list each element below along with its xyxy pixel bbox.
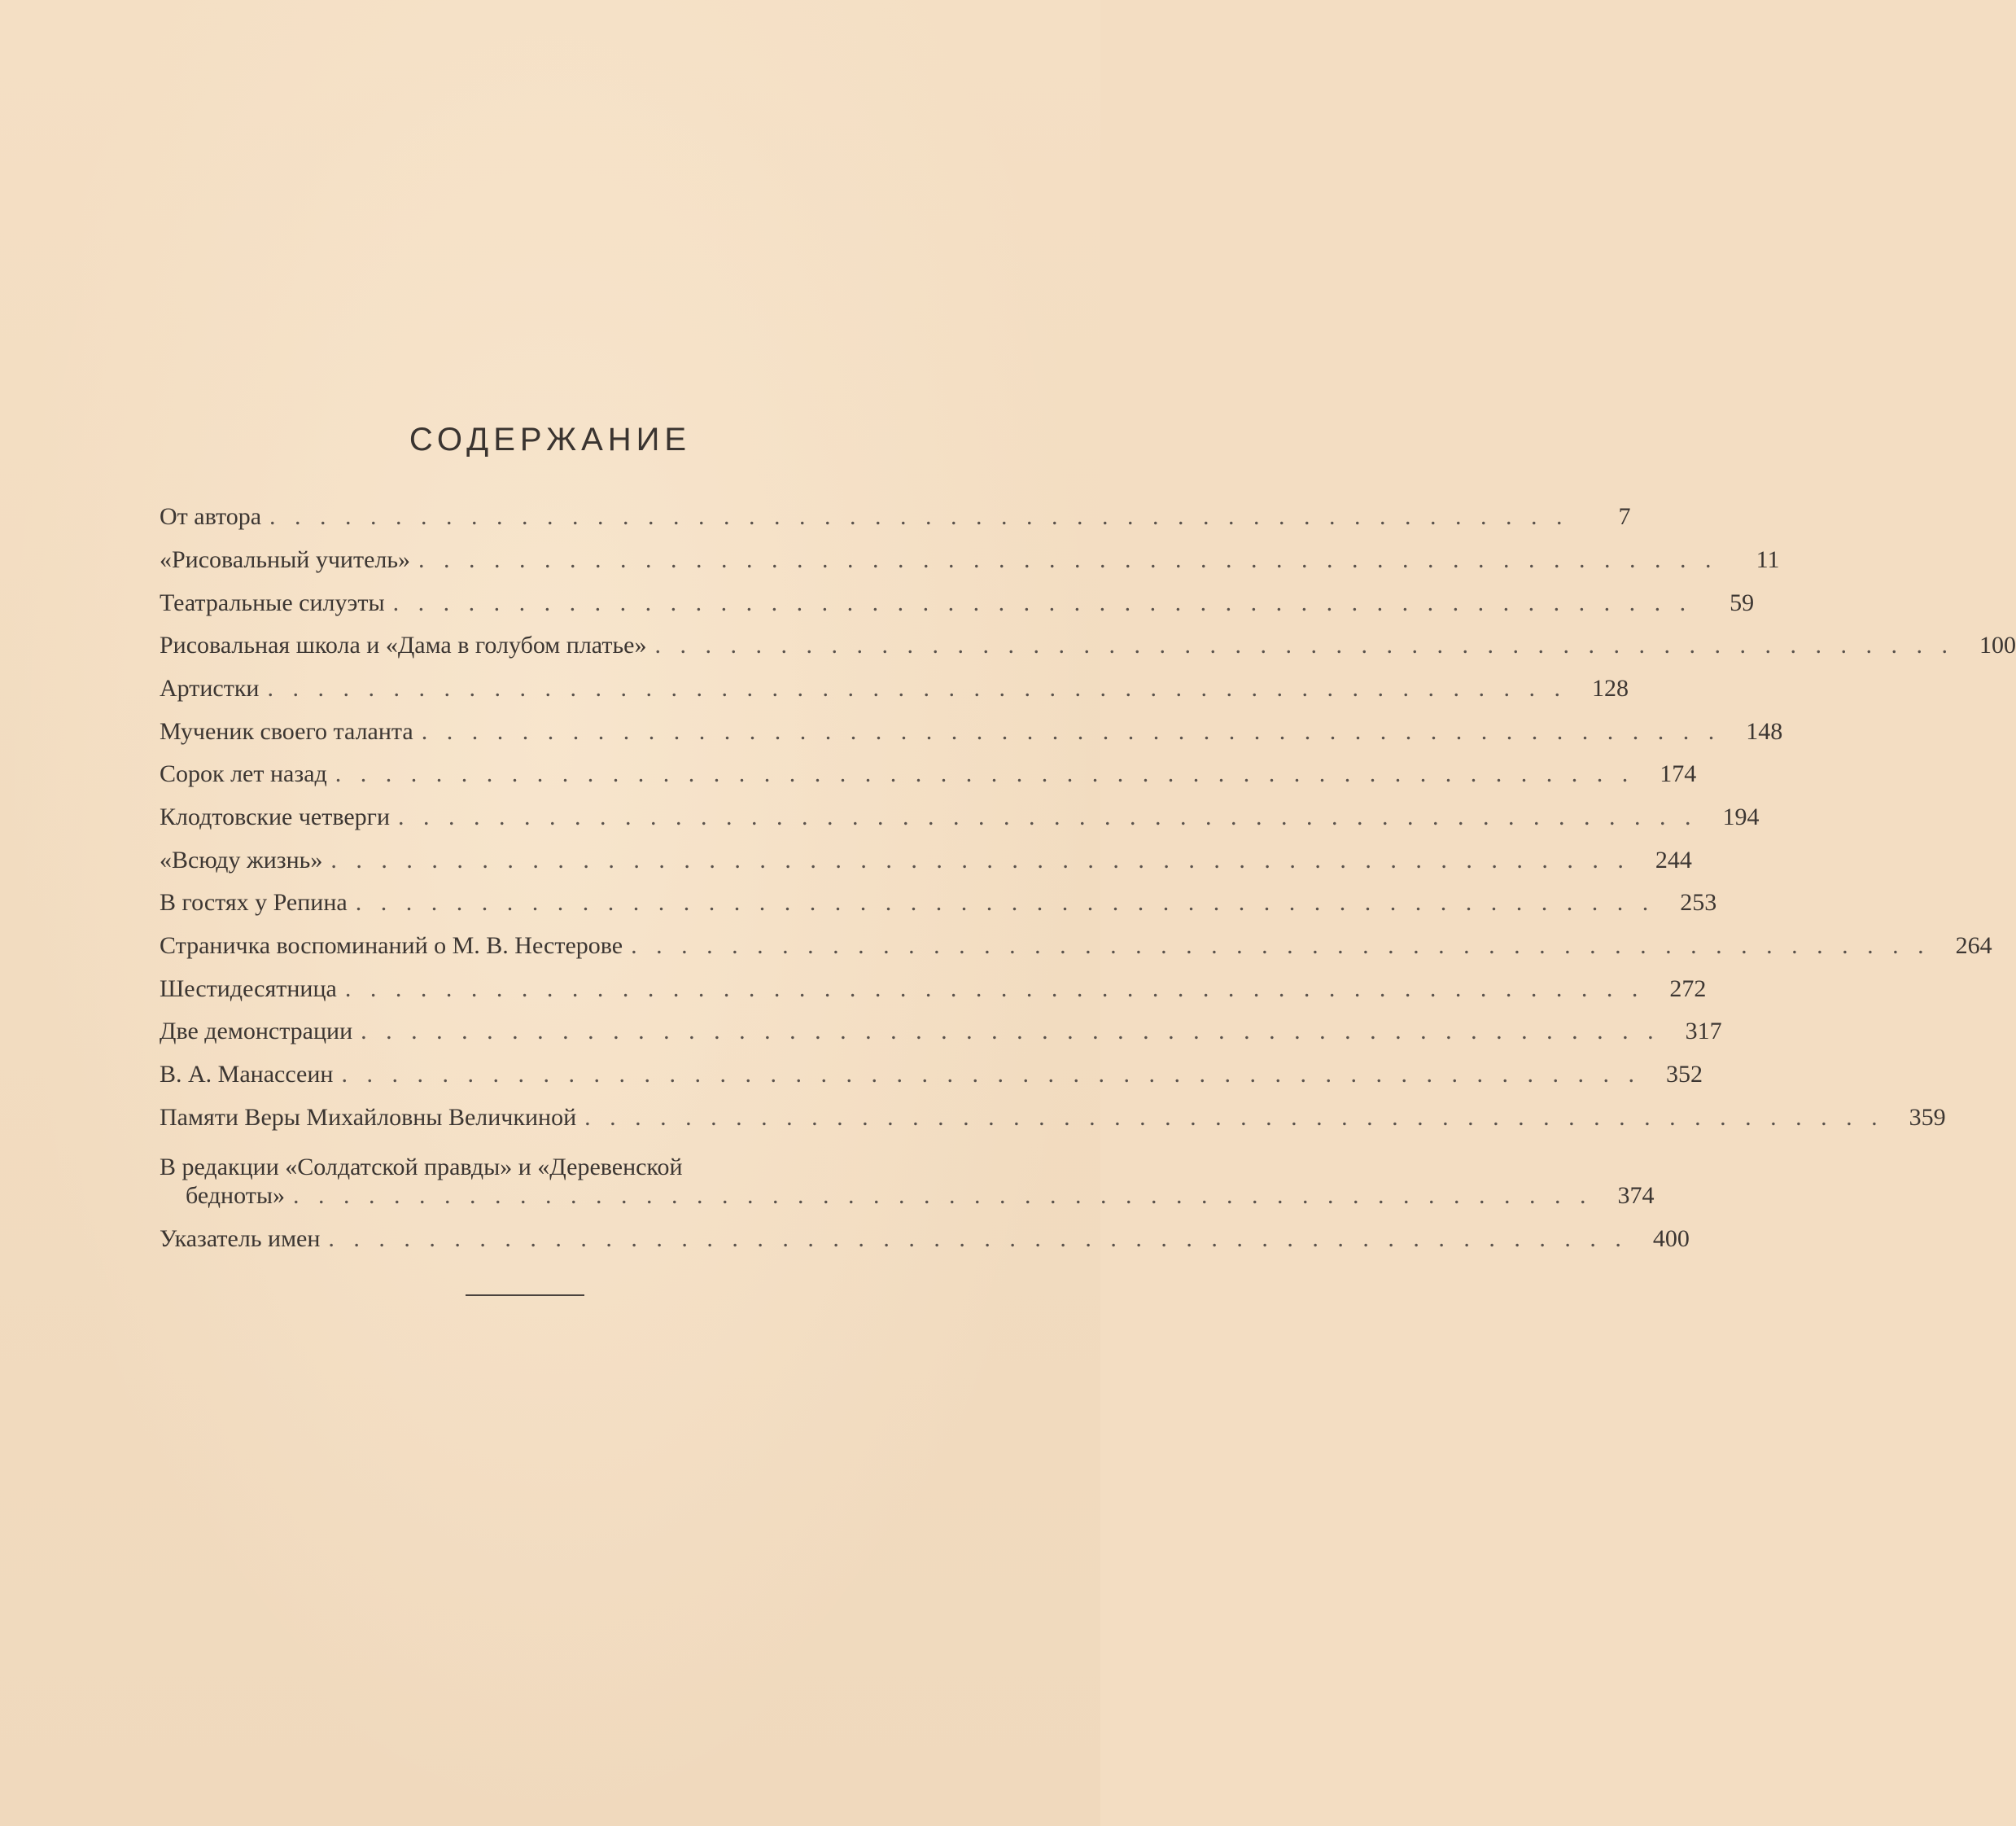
toc-entry-page: 317 — [1685, 1018, 1722, 1045]
toc-entry-page: 174 — [1660, 760, 1697, 788]
toc-entry-multiline — [160, 1154, 1654, 1210]
dot-leader — [322, 847, 1630, 875]
dot-leader — [385, 589, 1693, 618]
dot-leader — [352, 1018, 1660, 1046]
toc-entry-label: Театральные силуэты — [160, 589, 385, 616]
dot-leader — [646, 632, 1954, 660]
dot-leader — [320, 1225, 1628, 1254]
closing-rule — [466, 1294, 584, 1296]
toc-entry-label: Две демонстрации — [160, 1018, 353, 1045]
toc-entry-label: Мученик своего таланта — [160, 717, 413, 745]
toc-entry — [160, 574, 1755, 617]
toc-entry-label: Памяти Веры Михайловны Величкиной — [160, 1103, 577, 1131]
toc-entry-page: 148 — [1746, 717, 1783, 745]
toc-entry — [160, 917, 1992, 961]
toc-entry-page: 194 — [1722, 804, 1760, 830]
toc-entry-page: 374 — [1617, 1181, 1655, 1209]
toc-entry-page: 352 — [1665, 1061, 1703, 1088]
table-of-contents — [160, 488, 2016, 1253]
toc-entry-page: 7 — [1618, 503, 1631, 531]
toc-entry-label: Указатель имен — [160, 1224, 321, 1252]
toc-entry-label: В. А. Манассеин — [160, 1061, 334, 1088]
dot-leader — [390, 804, 1698, 832]
toc-entry — [160, 1046, 1703, 1089]
toc-entry — [160, 789, 1760, 832]
toc-entry — [160, 532, 1780, 575]
toc-entry-page: 11 — [1756, 545, 1780, 573]
toc-entry-page: 253 — [1680, 889, 1717, 917]
toc-entry-page: 400 — [1652, 1224, 1690, 1252]
toc-entry-label-continued: бедноты» — [186, 1181, 285, 1209]
toc-entry-label: В редакции «Солдатской правды» и «Деревенской — [160, 1154, 683, 1181]
toc-entry — [160, 746, 1697, 789]
toc-entry — [160, 1132, 1655, 1210]
toc-entry-page: 272 — [1669, 974, 1707, 1002]
toc-entry-label: От автора — [160, 503, 262, 531]
toc-entry — [160, 1210, 1690, 1253]
toc-entry — [160, 1003, 1722, 1046]
dot-leader — [348, 889, 1655, 917]
toc-entry-page: 100 — [1979, 632, 2016, 659]
toc-entry — [160, 488, 1631, 532]
dot-leader — [260, 675, 1568, 703]
toc-entry-label: Страничка воспоминаний о М. В. Нестерове — [160, 932, 623, 960]
toc-entry-page: 244 — [1655, 846, 1692, 874]
toc-entry — [160, 660, 1629, 703]
toc-entry — [160, 1089, 1946, 1132]
toc-entry-label: Шестидесятница — [160, 974, 337, 1002]
dot-leader — [261, 503, 1569, 532]
page-title: СОДЕРЖАНИЕ — [409, 422, 692, 458]
toc-entry-label: «Всюду жизнь» — [160, 846, 323, 874]
dot-leader — [576, 1104, 1884, 1132]
toc-entry-label: Рисовальная школа и «Дама в голубом платье» — [160, 632, 647, 659]
dot-leader — [623, 932, 1931, 961]
toc-entry — [160, 961, 1707, 1004]
toc-entry-label: Артистки — [160, 674, 260, 702]
dot-leader — [410, 546, 1718, 575]
toc-entry-page: 59 — [1730, 589, 1755, 616]
toc-entry-label: Клодтовские четверги — [160, 804, 391, 830]
toc-entry-page: 264 — [1955, 932, 1992, 960]
dot-leader — [333, 1061, 1641, 1089]
toc-entry-label: «Рисовальный учитель» — [160, 545, 411, 573]
toc-entry-label: Сорок лет назад — [160, 760, 327, 788]
dot-leader — [327, 760, 1635, 789]
toc-entry — [160, 832, 1692, 875]
toc-entry — [160, 874, 1717, 917]
toc-entry-page: 359 — [1909, 1103, 1946, 1131]
toc-entry — [160, 703, 1783, 746]
toc-entry — [160, 617, 2016, 660]
toc-entry-page: 128 — [1592, 674, 1629, 702]
toc-entry-line2 — [160, 1182, 1654, 1211]
toc-entry-label: В гостях у Репина — [160, 889, 348, 917]
dot-leader — [285, 1182, 1593, 1211]
dot-leader — [337, 975, 1645, 1004]
dot-leader — [413, 718, 1721, 747]
